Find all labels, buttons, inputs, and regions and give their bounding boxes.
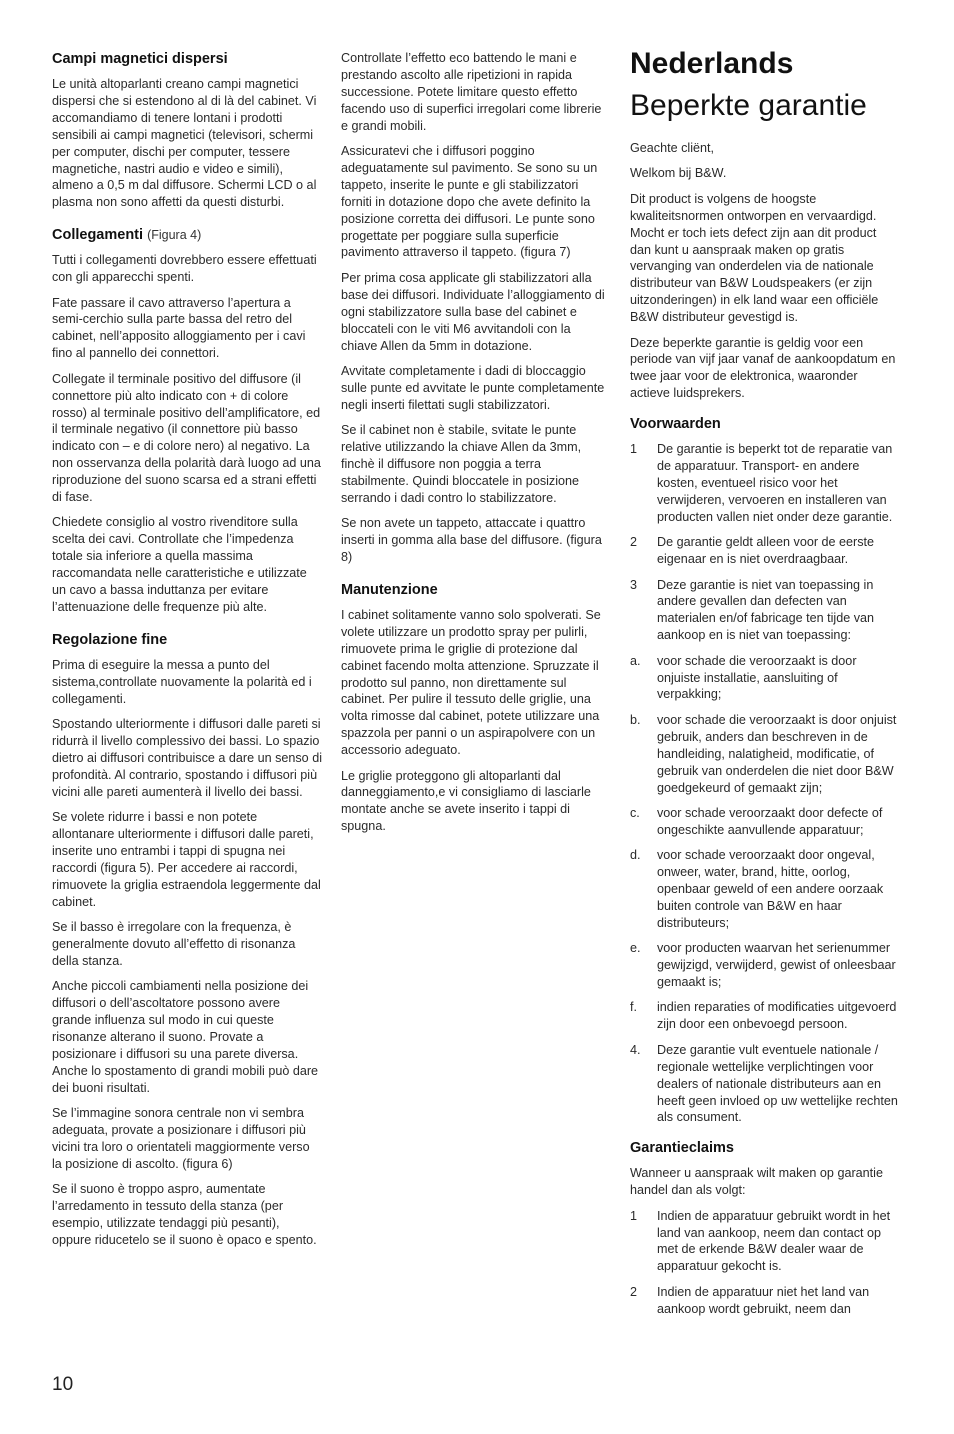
list-text: voor schade die veroorzaakt is door onjuist gebruik, anders dan beschreven in de handleiding, nalatigheid, modificatie, of gebruik van onderdelen die niet door B&W goedgekeurd of gemaakt zijn; bbox=[657, 712, 897, 795]
list-item bbox=[630, 1042, 900, 1127]
paragraph: Se il suono è troppo aspro, aumentate l’arredamento in tessuto della stanza (per esempio, utilizzate tendaggi più pesanti), oppure riducetelo se il suono è opaco e spento. bbox=[52, 1182, 317, 1247]
heading-text: Collegamenti bbox=[52, 227, 144, 244]
list-text: voor producten waarvan het serienummer gewijzigd, verwijderd, gewist of onleesbaar gemaakt is; bbox=[657, 941, 896, 990]
column-2 bbox=[341, 50, 609, 844]
list-text: Indien de apparatuur gebruikt wordt in het land van aankoop, neem dan contact op met de erkende B&W dealer waar de apparatuur gekocht is. bbox=[657, 1208, 891, 1274]
list-marker: e. bbox=[630, 941, 641, 956]
paragraph: Welkom bij B&W. bbox=[630, 166, 727, 181]
list-item bbox=[630, 847, 900, 932]
paragraph: Le griglie proteggono gli altoparlanti dal danneggiamento,e vi consigliamo di lasciarle montate anche se avete inserito i tappi di spugna. bbox=[341, 768, 591, 834]
paragraph: Geachte cliënt, bbox=[630, 141, 715, 155]
paragraph: Se il cabinet non è stabile, svitate le punte relative utilizzando la chiave Allen da 3mm, finchè il diffusore non poggia a terra stabilmente. Quindi bloccatele in posizione serrando i dadi contro lo stabilizzatore. bbox=[341, 423, 582, 505]
section-heading: Garantieclaims bbox=[630, 1140, 734, 1157]
section-heading: Manutenzione bbox=[341, 581, 438, 598]
conditions-list bbox=[630, 441, 900, 1126]
list-marker: f. bbox=[630, 1000, 637, 1015]
list-text: De garantie is beperkt tot de reparatie van de apparatuur. Transport- en andere kosten, eventueel risico voor het verwijderen, vervoeren en installeren van producten vallen niet onder deze garantie. bbox=[657, 442, 893, 524]
list-item bbox=[630, 534, 900, 568]
list-item bbox=[630, 999, 900, 1033]
paragraph: I cabinet solitamente vanno solo spolverati. Se volete utilizzare un prodotto spray per pulirli, rimuovete prima le griglie di protezione dal cabinet facendo molta attenzione. Spruzzate il prodotto sul panno, non direttamente sul cabinet. Per pulire il tessuto delle griglie, una volta rimosse dal cabinet, potete utilizzare una spazzola per panni o un aspirapolvere con un accessorio adeguato. bbox=[341, 607, 601, 758]
list-item bbox=[630, 441, 900, 526]
paragraph: Tutti i collegamenti dovrebbero essere effettuati con gli apparecchi spenti. bbox=[52, 253, 317, 285]
paragraph: Controllate l’effetto eco battendo le mani e prestando ascolto alle ripetizioni in rapida successione. Potete limitare questo effetto facendo uso di superfici irregolari come librerie e grandi mobili. bbox=[341, 51, 602, 133]
paragraph: Se non avete un tappeto, attaccate i quattro inserti in gomma alla base del diffusore. (figura 8) bbox=[341, 516, 602, 564]
list-text: Deze garantie vult eventuele nationale / regionale wettelijke verplichtingen voor dealers of nationale distributeurs aan en heeft geen invloed op uw wettelijke rechten als consument. bbox=[657, 1042, 898, 1125]
list-item bbox=[630, 940, 900, 991]
list-text: Deze garantie is niet van toepassing in andere gevallen dan defecten van materialen en/of fabricage ten tijde van aankoop en is niet van toepassing: bbox=[657, 577, 875, 643]
list-marker: 3 bbox=[630, 577, 638, 592]
paragraph: Le unità altoparlanti creano campi magnetici dispersi che si estendono al di là del cabinet. Vi accomandiamo di tenere lontani i prodotti sensibili ai campi magnetici (televisori, schermi per computer, dischi per computer, tessere magnetiche, nastri audio e video e simili), almeno a 0,5 m dal diffusore. Schermi LCD o al plasma non sono affetti da questi disturbi. bbox=[52, 77, 317, 210]
paragraph: Dit product is volgens de hoogste kwaliteitsnormen ontworpen en vervaardigd. Mocht er toch iets defect zijn aan dit product dan kunt u aanspraak maken op gratis vervanging van onderdelen via de nationale distributeur van B&W Loudspeakers (er zijn uitzonderingen) in elk land waar een officiële B&W distributeur gevestigd is. bbox=[630, 191, 879, 325]
paragraph: Fate passare il cavo attraverso l’apertura a semi-cerchio sulla parte bassa del retro del cabinet, nell’apposito alloggiamento per i cavi fino al pannello dei connettori. bbox=[52, 295, 306, 361]
section-manutenzione bbox=[341, 581, 609, 835]
section-heading: Regolazione fine bbox=[52, 631, 168, 648]
list-item bbox=[630, 577, 900, 645]
section-heading: Campi magnetici dispersi bbox=[52, 51, 228, 67]
section-regolazione-fine bbox=[52, 631, 322, 1249]
claims-list bbox=[630, 1208, 900, 1318]
list-text: voor schade veroorzaakt door ongeval, onweer, water, brand, hitte, oorlog, openbaar geweld of een andere oorzaak buiten controle van B&W en haar distributeurs; bbox=[657, 848, 884, 930]
list-marker: a. bbox=[630, 653, 641, 668]
section-collegamenti bbox=[52, 226, 322, 616]
paragraph: Collegate il terminale positivo del diffusore (il connettore più alto indicato con + di colore rosso) al terminale positivo dell’amplificatore, ed il terminale negativo (il connettore più basso indicato con – e di colore nero) al negativo. La non osservanza della polarità darà luogo ad una riproduzione del suono scarsa ed a strani effetti di fase. bbox=[52, 371, 321, 505]
list-item bbox=[630, 653, 900, 704]
list-item bbox=[630, 1208, 900, 1276]
language-title: Nederlands bbox=[630, 47, 794, 80]
list-text: De garantie geldt alleen voor de eerste eigenaar en is niet overdraagbaar. bbox=[657, 535, 875, 567]
paragraph: Deze beperkte garantie is geldig voor een periode van vijf jaar vanaf de aankoopdatum en twee jaar voor de elektronica, waaronder actieve luidsprekers. bbox=[630, 335, 896, 401]
paragraph: Assicuratevi che i diffusori poggino adeguatamente sul pavimento. Se sono su un tappeto, inserite le punte e gli stabilizzatori forniti in dotazione dopo che avete definito la posizione corretta dei diffusori. Le punte sono progettate per poggiare sulla superficie pavimento attraverso il tappeto. (figura 7) bbox=[341, 144, 598, 260]
paragraph: Wanneer u aanspraak wilt maken op garantie handel dan als volgt: bbox=[630, 1166, 883, 1198]
list-marker: d. bbox=[630, 848, 641, 863]
paragraph: Prima di eseguire la messa a punto del sistema,controllate nuovamente la polarità ed i collegamenti. bbox=[52, 657, 312, 706]
paragraph: Spostando ulteriormente i diffusori dalle pareti si ridurrà il livello complessivo dei bassi. Lo spazio dietro ai diffusori contribuisce a dare un senso di profondità. Al contrario, spostando i diffusori più vicini alle pareti aumenterà il livello dei bassi. bbox=[52, 717, 322, 799]
paragraph: Chiedete consiglio al vostro rivenditore sulla scelta dei cavi. Controllate che l’impedenza totale sia inferiore a quella massima raccomandata nelle caratteristiche e utilizzate un cavo a bassa induttanza per evitare l’attenuazione delle frequenze più alte. bbox=[52, 515, 307, 614]
paragraph: Per prima cosa applicate gli stabilizzatori alla base dei diffusori. Individuate l’alloggiamento di ogni stabilizzatore sulla base del cabinet e bloccateli con le viti M6 avvitandoli con la chiave Allen da 5mm in dotazione. bbox=[341, 270, 605, 353]
section-campi-magnetici bbox=[52, 50, 322, 211]
section-voorwaarden bbox=[630, 415, 900, 1126]
list-text: voor schade veroorzaakt door defecte of ongeschikte aanvullende apparatuur; bbox=[657, 805, 883, 837]
list-text: indien reparaties of modificaties uitgevoerd zijn door een onbevoegd persoon. bbox=[657, 1000, 897, 1032]
list-item bbox=[630, 712, 900, 797]
column-1 bbox=[52, 50, 322, 1257]
figure-reference: (Figura 4) bbox=[147, 228, 202, 243]
paragraph: Anche piccoli cambiamenti nella posizione dei diffusori o dell’ascoltatore possono avere grande influenza sul modo in cui queste risonanze alterano il suono. Provate a posizionare i diffusori su una parete diversa. Anche lo spostamento di grandi mobili può dare dei buoni risultati. bbox=[52, 979, 319, 1095]
page-number: 10 bbox=[52, 1374, 74, 1395]
paragraph: Se il basso è irregolare con la frequenza, è generalmente dovuto all’effetto di risonanza della stanza. bbox=[52, 920, 296, 968]
list-text: voor schade die veroorzaakt is door onjuiste installatie, aansluiting of verpakking; bbox=[657, 653, 857, 702]
list-text: Indien de apparatuur niet het land van aankoop wordt gebruikt, neem dan bbox=[657, 1284, 870, 1316]
list-item bbox=[630, 1284, 900, 1318]
paragraph: Avvitate completamente i dadi di bloccaggio sulle punte ed avvitate le punte completamente negli inserti filettati sugli stabilizzatori. bbox=[341, 363, 605, 412]
list-item bbox=[630, 805, 900, 839]
section-heading bbox=[52, 226, 322, 244]
section-garantieclaims bbox=[630, 1139, 900, 1317]
column-3 bbox=[630, 46, 900, 1326]
list-marker: 1 bbox=[630, 442, 638, 457]
list-marker: 2 bbox=[630, 535, 638, 550]
section-heading: Voorwaarden bbox=[630, 416, 721, 433]
list-marker: 4. bbox=[630, 1042, 641, 1057]
paragraph: Se l’immagine sonora centrale non vi sembra adeguata, provate a posizionare i diffusori più vicini tra loro o orientateli maggiormente verso la posizione di ascolto. (figura 6) bbox=[52, 1106, 310, 1171]
paragraph: Se volete ridurre i bassi e non potete allontanare ulteriormente i diffusori dalle pareti, inserite uno entrambi i tappi di spugna nei raccordi (figura 5). Per accedere ai raccordi, rimuovete la griglia estraendola leggermente dal cabinet. bbox=[52, 810, 321, 909]
page-title: Beperkte garantie bbox=[630, 89, 867, 122]
list-marker: 1 bbox=[630, 1208, 638, 1223]
list-marker: c. bbox=[630, 805, 640, 820]
list-marker: b. bbox=[630, 712, 641, 727]
list-marker: 2 bbox=[630, 1284, 638, 1299]
